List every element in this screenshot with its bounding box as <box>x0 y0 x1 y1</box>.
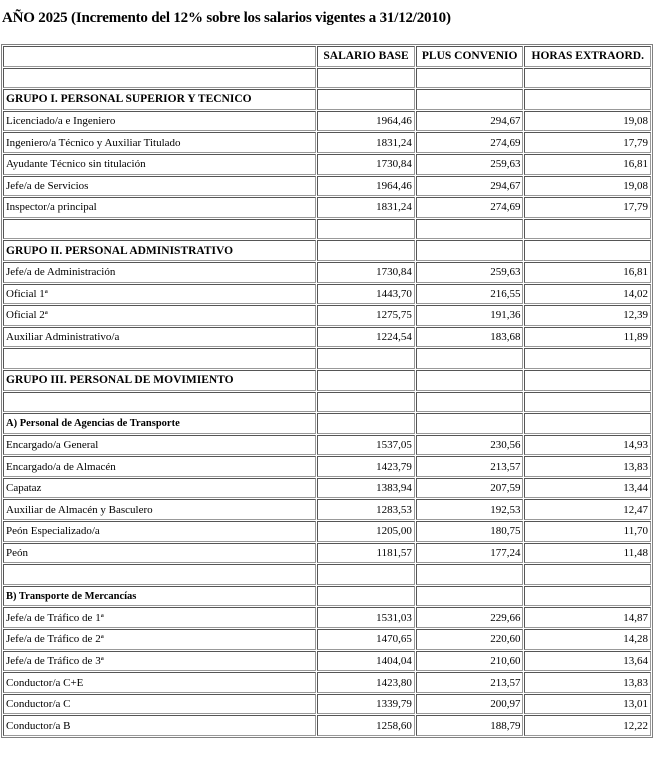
group-heading-row <box>3 370 651 391</box>
salario-base-cell: 1537,05 <box>317 435 415 456</box>
row-label: Jefe/a de Servicios <box>3 176 316 197</box>
table-row <box>3 456 651 477</box>
horas-extraord-cell: 14,02 <box>524 284 651 305</box>
plus-convenio-cell: 183,68 <box>416 327 524 348</box>
salario-base-cell <box>317 564 415 585</box>
plus-convenio-cell: 274,69 <box>416 132 524 153</box>
plus-convenio-cell: 210,60 <box>416 651 524 672</box>
salario-base-cell: 1831,24 <box>317 132 415 153</box>
row-label: Auxiliar de Almacén y Basculero <box>3 499 316 520</box>
plus-convenio-cell: 259,63 <box>416 154 524 175</box>
horas-extraord-cell <box>524 564 651 585</box>
horas-extraord-cell: 11,70 <box>524 521 651 542</box>
horas-extraord-cell: 13,64 <box>524 651 651 672</box>
header-empty <box>3 46 316 67</box>
header-salario-base: SALARIO BASE <box>317 46 415 67</box>
plus-convenio-cell <box>416 413 524 434</box>
plus-convenio-cell <box>416 219 524 240</box>
row-label <box>3 348 316 369</box>
horas-extraord-cell: 17,79 <box>524 132 651 153</box>
salario-base-cell <box>317 89 415 110</box>
salario-base-cell: 1383,94 <box>317 478 415 499</box>
blank-row <box>3 348 651 369</box>
page-title: AÑO 2025 (Incremento del 12% sobre los salarios vigentes a 31/12/2010) <box>2 10 451 26</box>
horas-extraord-cell: 19,08 <box>524 176 651 197</box>
salario-base-cell: 1730,84 <box>317 154 415 175</box>
row-label <box>3 219 316 240</box>
salario-base-cell: 1224,54 <box>317 327 415 348</box>
row-label: A) Personal de Agencias de Transporte <box>3 413 316 434</box>
plus-convenio-cell: 213,57 <box>416 456 524 477</box>
table-row <box>3 629 651 650</box>
row-label: Conductor/a B <box>3 715 316 736</box>
table-row <box>3 305 651 326</box>
salario-base-cell: 1831,24 <box>317 197 415 218</box>
table-row <box>3 694 651 715</box>
salario-base-cell <box>317 392 415 413</box>
table-row <box>3 111 651 132</box>
horas-extraord-cell: 12,39 <box>524 305 651 326</box>
plus-convenio-cell: 191,36 <box>416 305 524 326</box>
plus-convenio-cell: 188,79 <box>416 715 524 736</box>
salario-base-cell: 1339,79 <box>317 694 415 715</box>
table-row <box>3 521 651 542</box>
plus-convenio-cell: 230,56 <box>416 435 524 456</box>
plus-convenio-cell: 180,75 <box>416 521 524 542</box>
row-label: Ayudante Técnico sin titulación <box>3 154 316 175</box>
row-label: Capataz <box>3 478 316 499</box>
row-label: Oficial 1ª <box>3 284 316 305</box>
header-plus-convenio: PLUS CONVENIO <box>416 46 524 67</box>
plus-convenio-cell: 274,69 <box>416 197 524 218</box>
group-heading-row <box>3 240 651 261</box>
group-heading-row <box>3 89 651 110</box>
horas-extraord-cell: 14,93 <box>524 435 651 456</box>
plus-convenio-cell: 220,60 <box>416 629 524 650</box>
row-label: Oficial 2ª <box>3 305 316 326</box>
blank-row <box>3 68 651 89</box>
plus-convenio-cell <box>416 370 524 391</box>
horas-extraord-cell <box>524 348 651 369</box>
subgroup-heading-row <box>3 413 651 434</box>
horas-extraord-cell <box>524 219 651 240</box>
table-row <box>3 132 651 153</box>
horas-extraord-cell <box>524 413 651 434</box>
horas-extraord-cell: 13,01 <box>524 694 651 715</box>
table-row <box>3 543 651 564</box>
table-row <box>3 499 651 520</box>
salario-base-cell: 1423,79 <box>317 456 415 477</box>
horas-extraord-cell: 11,89 <box>524 327 651 348</box>
row-label: GRUPO II. PERSONAL ADMINISTRATIVO <box>3 240 316 261</box>
salary-table <box>1 44 653 738</box>
salario-base-cell: 1531,03 <box>317 607 415 628</box>
salario-base-cell: 1181,57 <box>317 543 415 564</box>
horas-extraord-cell <box>524 586 651 607</box>
salario-base-cell: 1443,70 <box>317 284 415 305</box>
plus-convenio-cell <box>416 240 524 261</box>
horas-extraord-cell: 19,08 <box>524 111 651 132</box>
horas-extraord-cell: 14,87 <box>524 607 651 628</box>
table-row <box>3 651 651 672</box>
salario-base-cell: 1964,46 <box>317 176 415 197</box>
row-label: Jefe/a de Administración <box>3 262 316 283</box>
blank-row <box>3 219 651 240</box>
row-label: Jefe/a de Tráfico de 1ª <box>3 607 316 628</box>
horas-extraord-cell <box>524 392 651 413</box>
table-header-row <box>3 46 651 67</box>
horas-extraord-cell: 13,83 <box>524 456 651 477</box>
horas-extraord-cell: 13,83 <box>524 672 651 693</box>
salario-base-cell <box>317 219 415 240</box>
plus-convenio-cell: 177,24 <box>416 543 524 564</box>
plus-convenio-cell: 294,67 <box>416 111 524 132</box>
horas-extraord-cell: 13,44 <box>524 478 651 499</box>
table-row <box>3 197 651 218</box>
blank-row <box>3 392 651 413</box>
row-label <box>3 564 316 585</box>
salario-base-cell: 1470,65 <box>317 629 415 650</box>
plus-convenio-cell <box>416 392 524 413</box>
row-label: Peón <box>3 543 316 564</box>
plus-convenio-cell <box>416 586 524 607</box>
table-row <box>3 715 651 736</box>
salario-base-cell <box>317 370 415 391</box>
plus-convenio-cell: 200,97 <box>416 694 524 715</box>
salario-base-cell <box>317 586 415 607</box>
salario-base-cell: 1730,84 <box>317 262 415 283</box>
horas-extraord-cell: 16,81 <box>524 262 651 283</box>
plus-convenio-cell: 192,53 <box>416 499 524 520</box>
row-label: Conductor/a C+E <box>3 672 316 693</box>
header-horas-extraord: HORAS EXTRAORD. <box>524 46 651 67</box>
salario-base-cell <box>317 68 415 89</box>
plus-convenio-cell: 294,67 <box>416 176 524 197</box>
plus-convenio-cell <box>416 564 524 585</box>
row-label: Auxiliar Administrativo/a <box>3 327 316 348</box>
row-label: GRUPO I. PERSONAL SUPERIOR Y TECNICO <box>3 89 316 110</box>
salario-base-cell: 1275,75 <box>317 305 415 326</box>
row-label: Peón Especializado/a <box>3 521 316 542</box>
salario-base-cell: 1404,04 <box>317 651 415 672</box>
row-label: GRUPO III. PERSONAL DE MOVIMIENTO <box>3 370 316 391</box>
salario-base-cell <box>317 240 415 261</box>
table-row <box>3 327 651 348</box>
row-label: Jefe/a de Tráfico de 3ª <box>3 651 316 672</box>
horas-extraord-cell: 14,28 <box>524 629 651 650</box>
salario-base-cell <box>317 348 415 369</box>
table-row <box>3 284 651 305</box>
plus-convenio-cell <box>416 348 524 369</box>
row-label: Encargado/a de Almacén <box>3 456 316 477</box>
row-label: Encargado/a General <box>3 435 316 456</box>
row-label: Ingeniero/a Técnico y Auxiliar Titulado <box>3 132 316 153</box>
blank-row <box>3 564 651 585</box>
horas-extraord-cell: 12,47 <box>524 499 651 520</box>
horas-extraord-cell: 17,79 <box>524 197 651 218</box>
salario-base-cell: 1964,46 <box>317 111 415 132</box>
subgroup-heading-row <box>3 586 651 607</box>
horas-extraord-cell: 12,22 <box>524 715 651 736</box>
table-row <box>3 672 651 693</box>
plus-convenio-cell: 259,63 <box>416 262 524 283</box>
salario-base-cell <box>317 413 415 434</box>
salario-base-cell: 1423,80 <box>317 672 415 693</box>
row-label <box>3 68 316 89</box>
table-row <box>3 607 651 628</box>
table-row <box>3 176 651 197</box>
horas-extraord-cell: 11,48 <box>524 543 651 564</box>
plus-convenio-cell <box>416 89 524 110</box>
row-label: Licenciado/a e Ingeniero <box>3 111 316 132</box>
salario-base-cell: 1283,53 <box>317 499 415 520</box>
plus-convenio-cell: 207,59 <box>416 478 524 499</box>
horas-extraord-cell <box>524 370 651 391</box>
plus-convenio-cell: 216,55 <box>416 284 524 305</box>
plus-convenio-cell: 229,66 <box>416 607 524 628</box>
horas-extraord-cell: 16,81 <box>524 154 651 175</box>
salario-base-cell: 1205,00 <box>317 521 415 542</box>
salario-base-cell: 1258,60 <box>317 715 415 736</box>
row-label: Inspector/a principal <box>3 197 316 218</box>
table-row <box>3 435 651 456</box>
row-label: B) Transporte de Mercancías <box>3 586 316 607</box>
table-row <box>3 478 651 499</box>
horas-extraord-cell <box>524 240 651 261</box>
horas-extraord-cell <box>524 89 651 110</box>
plus-convenio-cell: 213,57 <box>416 672 524 693</box>
row-label: Conductor/a C <box>3 694 316 715</box>
table-row <box>3 262 651 283</box>
horas-extraord-cell <box>524 68 651 89</box>
table-row <box>3 154 651 175</box>
row-label <box>3 392 316 413</box>
plus-convenio-cell <box>416 68 524 89</box>
row-label: Jefe/a de Tráfico de 2ª <box>3 629 316 650</box>
